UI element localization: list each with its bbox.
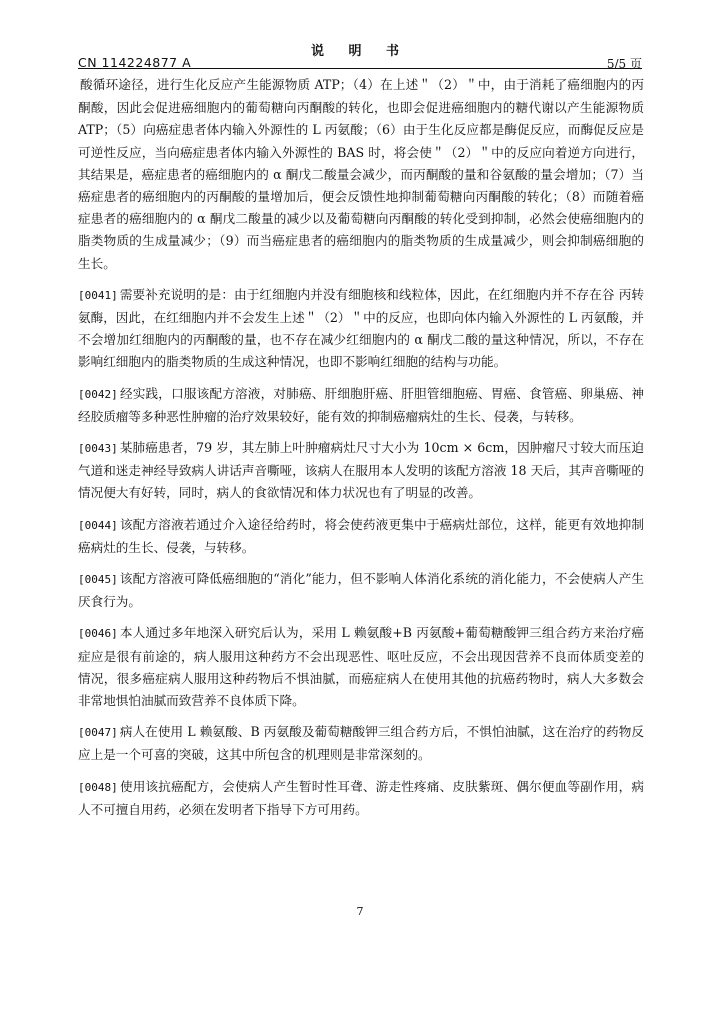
paragraph-0047: [78, 721, 644, 766]
paragraph-number: [0048]: [78, 780, 118, 794]
paragraph-number: [0043]: [78, 442, 118, 456]
paragraph-text: 使用该抗癌配方，会使病人产生暂时性耳聋、游走性疼痛、皮肤紫斑、偶尔便血等副作用，病人不可擅自用药，必须在发明者下指导下方可用药。: [78, 778, 644, 817]
paragraph-number: [0046]: [78, 627, 118, 641]
paragraph-0046: [78, 622, 644, 712]
paragraph-number: [0042]: [78, 387, 118, 401]
paragraph-0041: [78, 284, 644, 374]
page-indicator: 5/5 页: [606, 57, 642, 71]
paragraph-text: 某肺癌患者，79 岁，其左肺上叶肿瘤病灶尺寸大小为 10cm × 6cm，因肿瘤尺寸较大而压迫气道和迷走神经导致病人讲话声音嘶哑，该病人在服用本人发明的该配方溶液 18 天后，其声音嘶哑的情况便大有好转，同时，病人的食欲情况和体力状况也有了明显的改善。: [78, 440, 644, 501]
paragraph-number: [0041]: [78, 288, 118, 302]
paragraph-continued: [78, 74, 644, 275]
paragraph-text: 该配方溶液若通过介入途径给药时，将会使药液更集中于癌病灶部位，这样，能更有效地抑制癌病灶的生长、侵袭，与转移。: [78, 516, 644, 555]
paragraph-0043: [78, 437, 644, 505]
document-title: 说 明 书: [310, 44, 410, 59]
document-body: [78, 74, 644, 830]
page-number: 7: [356, 905, 364, 918]
paragraph-text: 经实践，口服该配方溶液，对肺癌、肝细胞肝癌、肝胆管细胞癌、胃癌、食管癌、卵巢癌、神经胶质瘤等多种恶性肿瘤的治疗效果较好，能有效的抑制癌瘤病灶的生长、侵袭，与转移。: [78, 385, 644, 424]
paragraph-number: [0045]: [78, 573, 118, 587]
header-rule: [78, 68, 642, 69]
paragraph-text: 酸循环途径，进行生化反应产生能源物质 ATP；（4）在上述＂（2）＂中，由于消耗了癌细胞内的丙酮酸，因此会促进癌细胞内的葡萄糖向丙酮酸的转化，也即会促进癌细胞内的糖代谢以产生能源物质 ATP；（5）向癌症患者体内输入外源性的 L 丙氨酸；（6）由于生化反应都是酶促反应，而酶促反应是可逆性反应，当向癌症患者体内输入外源性的 BAS 时，将会使＂（2）＂中的反应向着逆方向进行，其结果是，癌症患者的癌细胞内的 α 酮戊二酸量会减少，而丙酮酸的量和谷氨酸的量会增加；（7）当癌症患者的癌细胞内的丙酮酸的量增加后，便会反馈性地抑制葡萄糖向丙酮酸的转化；（8）而随着癌症患者的癌细胞内的 α 酮戊二酸量的减少以及葡萄糖向丙酮酸的转化受到抑制，必然会使癌细胞内的脂类物质的生成量减少；（9）而当癌症患者的癌细胞内的脂类物质的生成量减少，则会抑制癌细胞的生长。: [78, 77, 644, 271]
paragraph-0048: [78, 776, 644, 821]
paragraph-text: 病人在使用 L 赖氨酸、B 丙氨酸及葡萄糖酸钾三组合药方后，不惧怕油腻，这在治疗的药物反应上是一个可喜的突破，这其中所包含的机理则是非常深刻的。: [78, 724, 644, 763]
paragraph-text: 本人通过多年地深入研究后认为，采用 L 赖氨酸+B 丙氨酸+葡萄糖酸钾三组合药方来治疗癌症应是很有前途的，病人服用这种药方不会出现恶性、呕吐反应，不会出现因营养不良而体质变差的情况，很多癌症病人服用这种药物后不惧油腻，而癌症病人在使用其他的抗癌药物时，病人大多数会非常地惧怕油腻而致营养不良体质下降。: [78, 625, 644, 709]
paragraph-text: 该配方溶液可降低癌细胞的“消化”能力，但不影响人体消化系统的消化能力，不会使病人产生厌食行为。: [78, 571, 644, 610]
paragraph-0045: [78, 568, 644, 613]
publication-number: CN 114224877 A: [78, 55, 192, 70]
paragraph-text: 需要补充说明的是：由于红细胞内并没有细胞核和线粒体，因此，在红细胞内并不存在谷 丙转氨酶，因此，在红细胞内并不会发生上述＂（2）＂中的反应，也即向体内输入外源性的 L 丙氨酸，并不会增加红细胞内的丙酮酸的量，也不存在减少红细胞内的 α 酮戊二酸的量这种情况，所以，不存在影响红细胞内的脂类物质的生成这种情况，也即不影响红细胞的结构与功能。: [78, 286, 644, 370]
paragraph-0044: [78, 514, 644, 559]
paragraph-0042: [78, 383, 644, 428]
paragraph-number: [0047]: [78, 726, 118, 740]
paragraph-number: [0044]: [78, 518, 118, 532]
